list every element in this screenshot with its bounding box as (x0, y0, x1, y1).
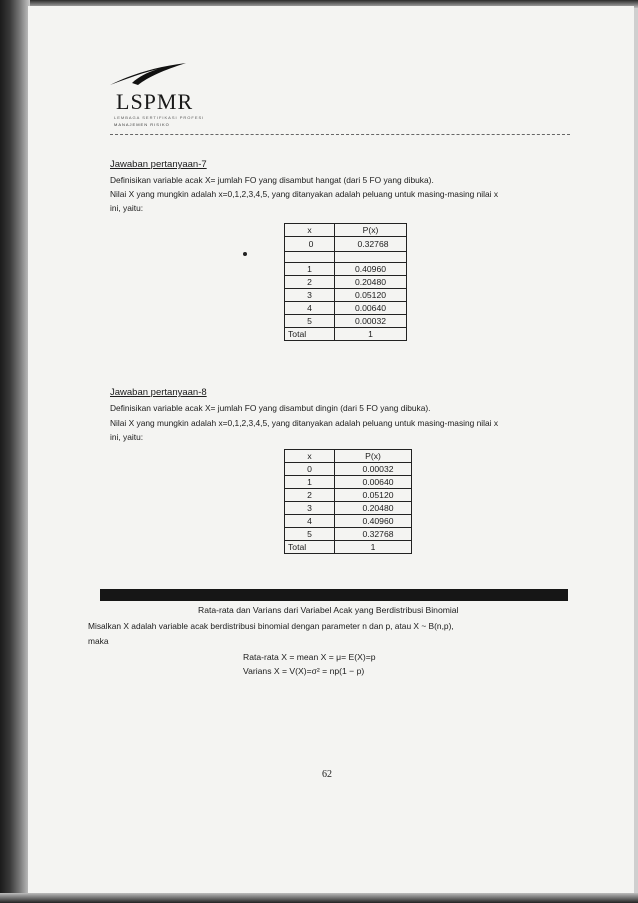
variance-formula: Varians X = V(X)=σ² = np(1 − p) (243, 666, 365, 676)
table-row (285, 463, 412, 476)
table-row (285, 515, 412, 528)
cell-px: 0.32768 (335, 237, 407, 252)
cell-px: 0.40960 (335, 263, 407, 276)
logo-swoosh-icon (108, 61, 188, 91)
logo-subtitle-1: LEMBAGA SERTIFIKASI PROFESI (114, 115, 205, 120)
section7-line3: ini, yaitu: (110, 203, 144, 213)
binomial-line1: Misalkan X adalah variable acak berdistribusi binomial dengan parameter n dan p, atau X ~ B(n,p), (88, 621, 454, 631)
header-px: P(x) (335, 450, 412, 463)
cell-px: 0.20480 (335, 276, 407, 289)
section8-table (284, 449, 412, 554)
cell-x: 3 (285, 289, 335, 302)
scan-edge-bottom (0, 893, 638, 903)
cell-x: 2 (285, 489, 335, 502)
table-gap-row (285, 252, 407, 263)
total-label: Total (285, 328, 335, 341)
cell-px: 0.20480 (335, 502, 412, 515)
binomial-line2: maka (88, 636, 109, 646)
total-label: Total (285, 541, 335, 554)
section7-table (284, 223, 407, 341)
total-value: 1 (335, 328, 407, 341)
section8-line2: Nilai X yang mungkin adalah x=0,1,2,3,4,5, yang ditanyakan adalah peluang untuk masing-masing nilai x (110, 418, 499, 428)
cell-x: 5 (285, 315, 335, 328)
section7-heading: Jawaban pertanyaan-7 (110, 159, 207, 170)
page-number: 62 (322, 769, 332, 780)
table-row (285, 489, 412, 502)
table-total-row (285, 328, 407, 341)
header-divider (110, 134, 570, 135)
cell-x: 0 (285, 463, 335, 476)
mean-formula: Rata-rata X = mean X = μ= E(X)=p (243, 652, 376, 662)
table-row (285, 237, 407, 252)
logo-subtitle-2: MANAJEMEN RISIKO (114, 122, 170, 127)
table-row (285, 263, 407, 276)
total-value: 1 (335, 541, 412, 554)
bullet-dot (243, 252, 247, 256)
table-row (285, 315, 407, 328)
table-row (285, 289, 407, 302)
cell-px: 0.40960 (335, 515, 412, 528)
table-row (285, 502, 412, 515)
section8-line1: Definisikan variable acak X= jumlah FO yang disambut dingin (dari 5 FO yang dibuka). (110, 403, 431, 413)
cell-px: 0.00640 (335, 476, 412, 489)
header-x: x (285, 450, 335, 463)
header-px: P(x) (335, 224, 407, 237)
cell-x: 1 (285, 476, 335, 489)
header-x: x (285, 224, 335, 237)
cell-px: 0.00032 (335, 463, 412, 476)
cell-px: 0.00640 (335, 302, 407, 315)
section8-line3: ini, yaitu: (110, 432, 144, 442)
cell-x: 1 (285, 263, 335, 276)
table-total-row (285, 541, 412, 554)
section-divider-bar (100, 589, 568, 601)
cell-x: 4 (285, 302, 335, 315)
section7-line2: Nilai X yang mungkin adalah x=0,1,2,3,4,5, yang ditanyakan adalah peluang untuk masing-masing nilai x (110, 189, 499, 199)
table-header-row (285, 224, 407, 237)
cell-px: 0.00032 (335, 315, 407, 328)
cell-px: 0.32768 (335, 528, 412, 541)
table-row (285, 476, 412, 489)
logo-text: LSPMR (116, 89, 194, 114)
section8-heading: Jawaban pertanyaan-8 (110, 387, 207, 398)
cell-x: 0 (285, 237, 335, 252)
document-page (28, 6, 634, 894)
table-header-row (285, 450, 412, 463)
cell-x: 2 (285, 276, 335, 289)
table-row (285, 302, 407, 315)
binomial-heading: Rata-rata dan Varians dari Variabel Acak yang Berdistribusi Binomial (198, 605, 459, 615)
cell-x: 5 (285, 528, 335, 541)
table-row (285, 528, 412, 541)
lspmr-logo (88, 61, 208, 131)
cell-x: 3 (285, 502, 335, 515)
cell-px: 0.05120 (335, 489, 412, 502)
cell-px: 0.05120 (335, 289, 407, 302)
table-row (285, 276, 407, 289)
scan-edge-left (0, 0, 30, 903)
section7-line1: Definisikan variable acak X= jumlah FO yang disambut hangat (dari 5 FO yang dibuka). (110, 175, 434, 185)
cell-x: 4 (285, 515, 335, 528)
